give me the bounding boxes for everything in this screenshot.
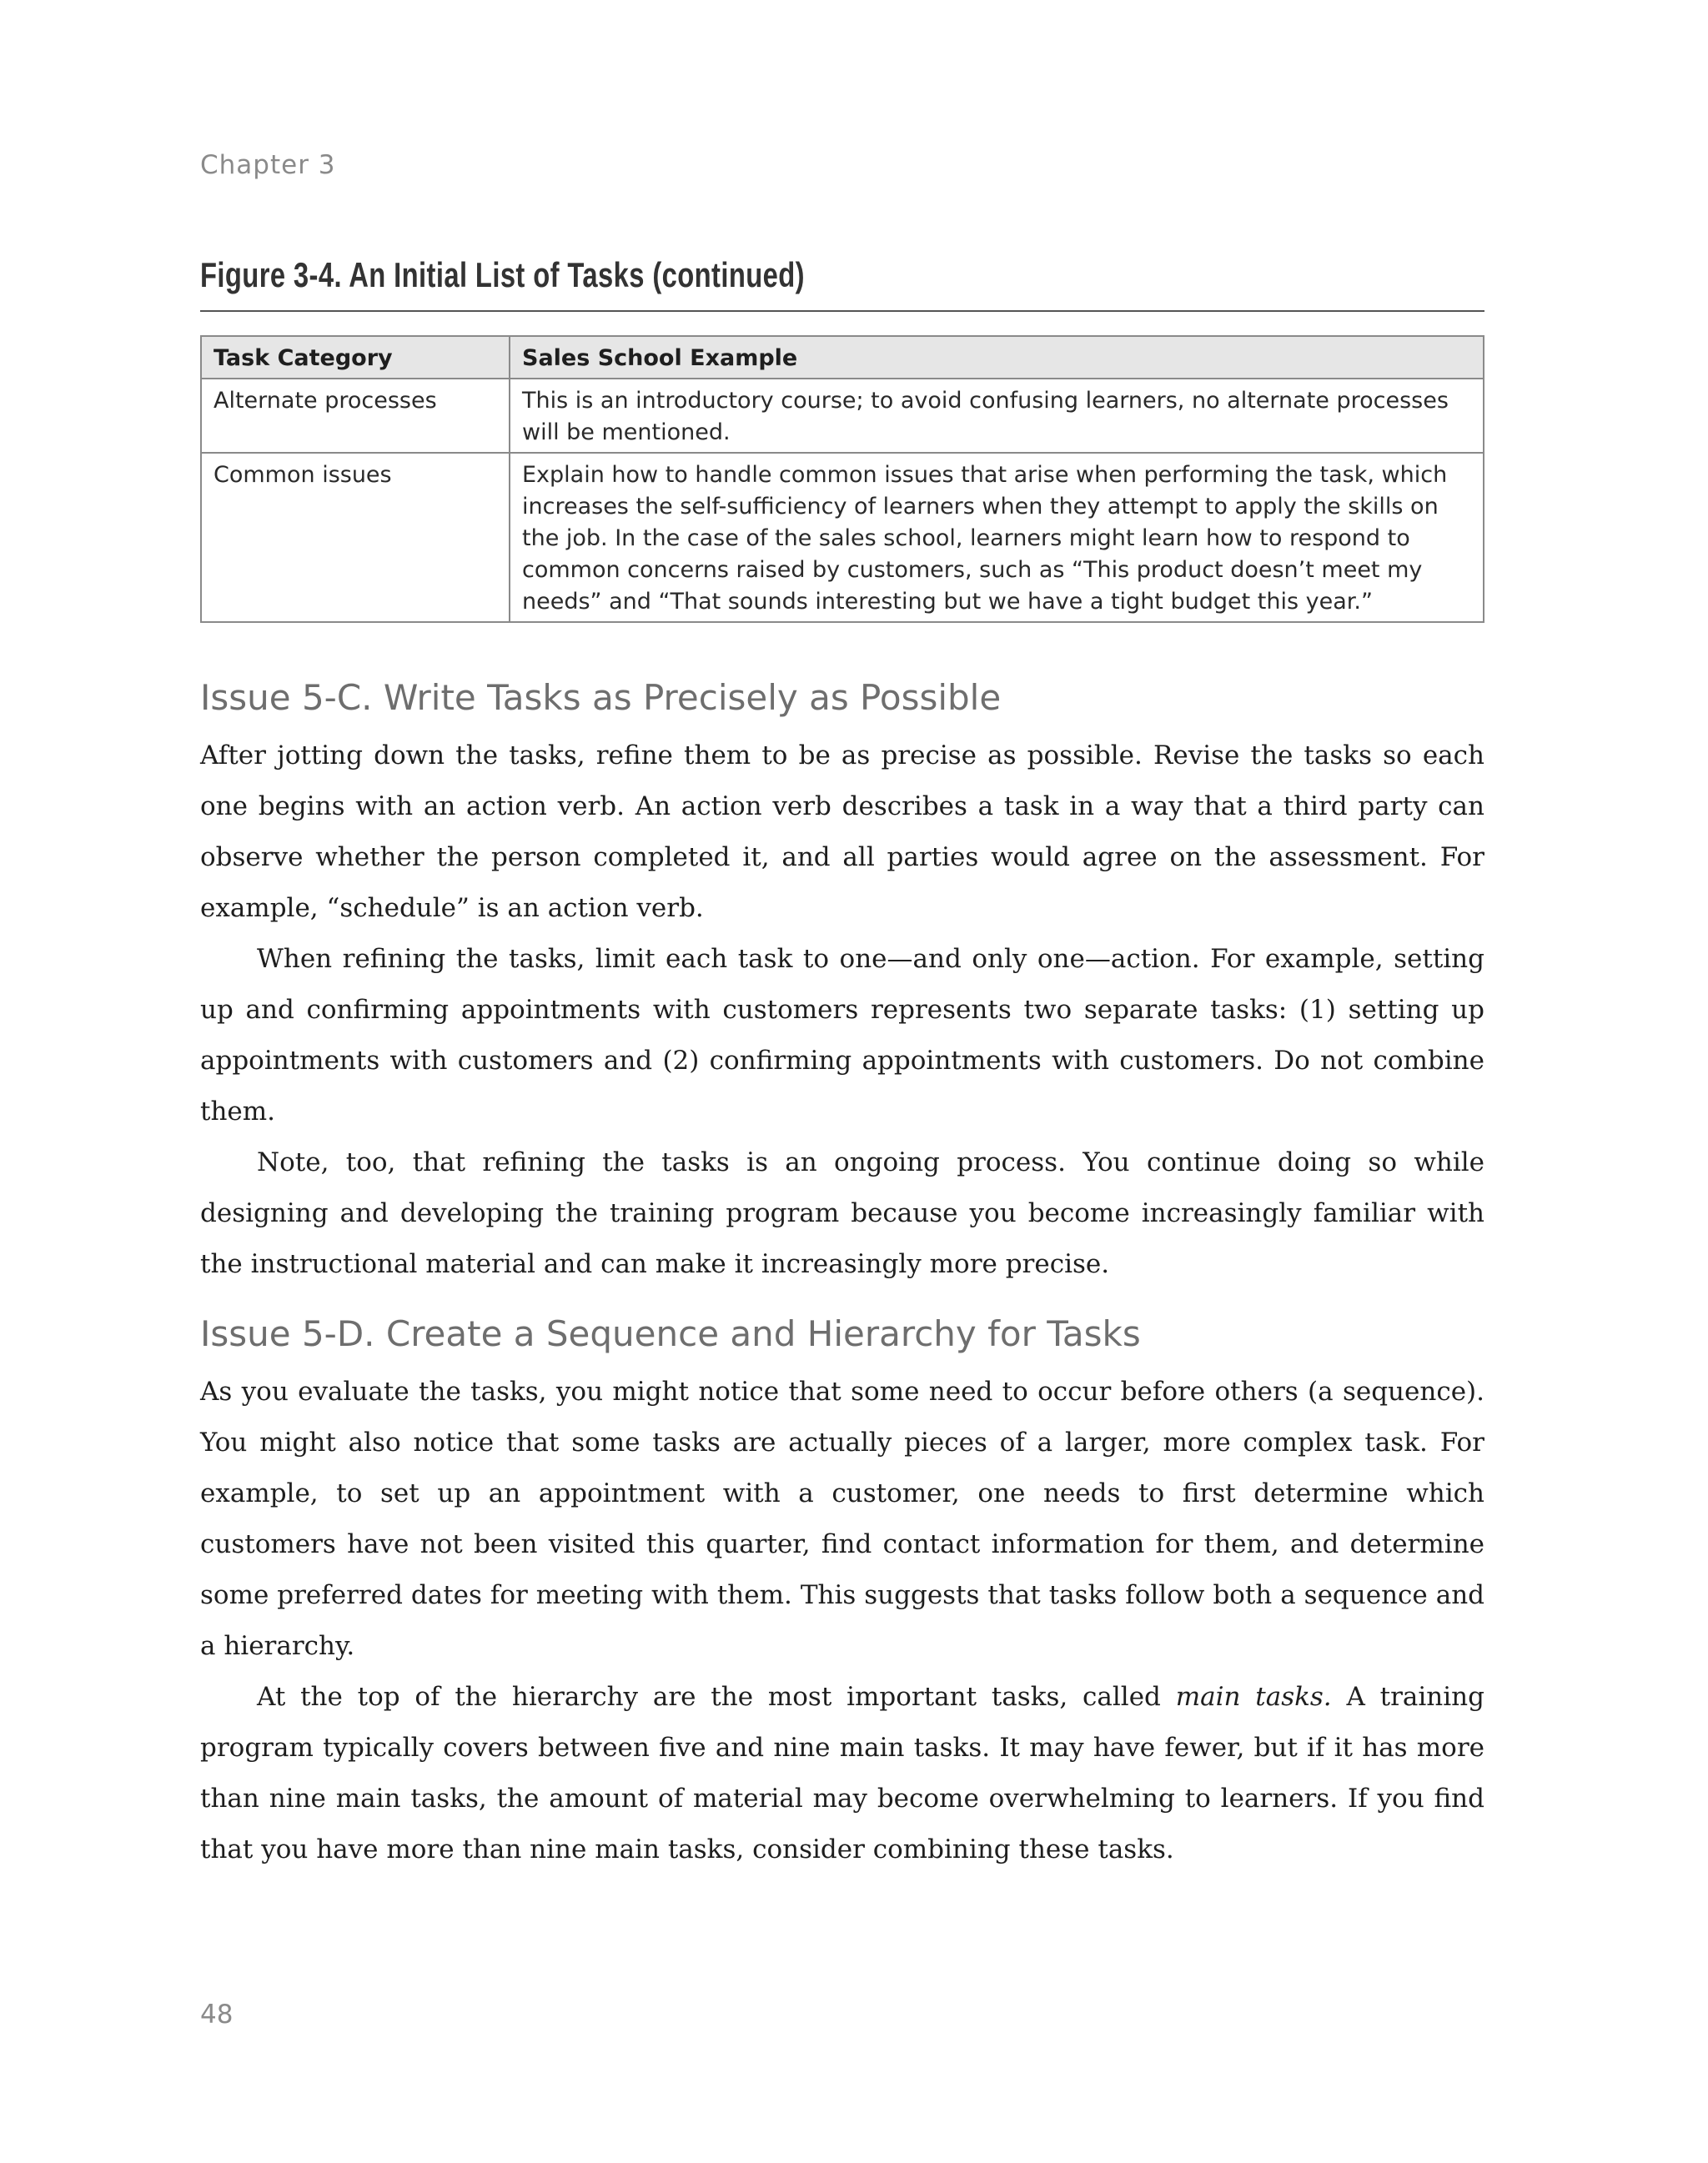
task-category-cell: Common issues bbox=[201, 453, 510, 622]
task-list-table bbox=[200, 335, 1484, 623]
page-number: 48 bbox=[200, 2000, 234, 2030]
section-heading-5d: Issue 5-D. Create a Sequence and Hierarchy for Tasks bbox=[200, 1313, 1141, 1354]
body-paragraph: As you evaluate the tasks, you might notice that some need to occur before others (a sequence). You might also notice that some tasks are actually pieces of a larger, more complex task. For example, to set up an appointment with a customer, one needs to first determine which customers have not been visited this quarter, find contact information for them, and determine some preferred dates for meeting with them. This suggests that tasks follow both a sequence and a hierarchy. bbox=[200, 1377, 1484, 1661]
table-row bbox=[201, 379, 1484, 453]
body-paragraph: After jotting down the tasks, refine them to be as precise as possible. Revise the tasks so each one begins with an action verb. An action verb describes a task in a way that a third party can observe whether the person completed it, and all parties would agree on the assessment. For example, “schedule” is an action verb. bbox=[200, 740, 1484, 923]
column-header-sales-school-example: Sales School Example bbox=[510, 336, 1484, 379]
column-header-task-category: Task Category bbox=[201, 336, 510, 379]
task-category-cell: Alternate processes bbox=[201, 379, 510, 453]
figure-title: Figure 3-4. An Initial List of Tasks (continued) bbox=[200, 255, 805, 294]
table-header-row bbox=[201, 336, 1484, 379]
sales-example-cell: Explain how to handle common issues that arise when performing the task, which increases the self-sufficiency of learners when they attempt to apply the skills on the job. In the case of the sales school, learners might learn how to respond to common concerns raised by customers, such as “This product doesn’t meet my needs” and “That sounds interesting but we have a tight budget this year.” bbox=[510, 453, 1484, 622]
paragraph-text: A training program typically covers between five and nine main tasks. It may have fewer, but if it has more than nine main tasks, the amount of material may become overwhelming to learners. If you find that you have more than nine main tasks, consider combining these tasks. bbox=[200, 1682, 1484, 1864]
emphasized-term: main tasks. bbox=[1175, 1682, 1332, 1712]
body-paragraph bbox=[200, 1672, 1484, 1875]
running-head: Chapter 3 bbox=[200, 150, 336, 180]
section-body-5c bbox=[200, 730, 1484, 1290]
book-page bbox=[200, 0, 1484, 2163]
table-row bbox=[201, 453, 1484, 622]
paragraph-text: At the top of the hierarchy are the most important tasks, called bbox=[257, 1682, 1176, 1712]
figure-title-rule bbox=[200, 310, 1484, 312]
body-paragraph: Note, too, that refining the tasks is an ongoing process. You continue doing so while designing and developing the training program because you become increasingly familiar with the instructional material and can make it increasingly more precise. bbox=[200, 1147, 1484, 1279]
body-paragraph: When refining the tasks, limit each task to one—and only one—action. For example, setting up and confirming appointments with customers represents two separate tasks: (1) setting up appointments with customers and (2) confirming appointments with customers. Do not combine them. bbox=[200, 944, 1484, 1127]
section-body-5d bbox=[200, 1367, 1484, 1875]
section-heading-5c: Issue 5-C. Write Tasks as Precisely as Possible bbox=[200, 677, 1002, 718]
sales-example-cell: This is an introductory course; to avoid confusing learners, no alternate processes will be mentioned. bbox=[510, 379, 1484, 453]
